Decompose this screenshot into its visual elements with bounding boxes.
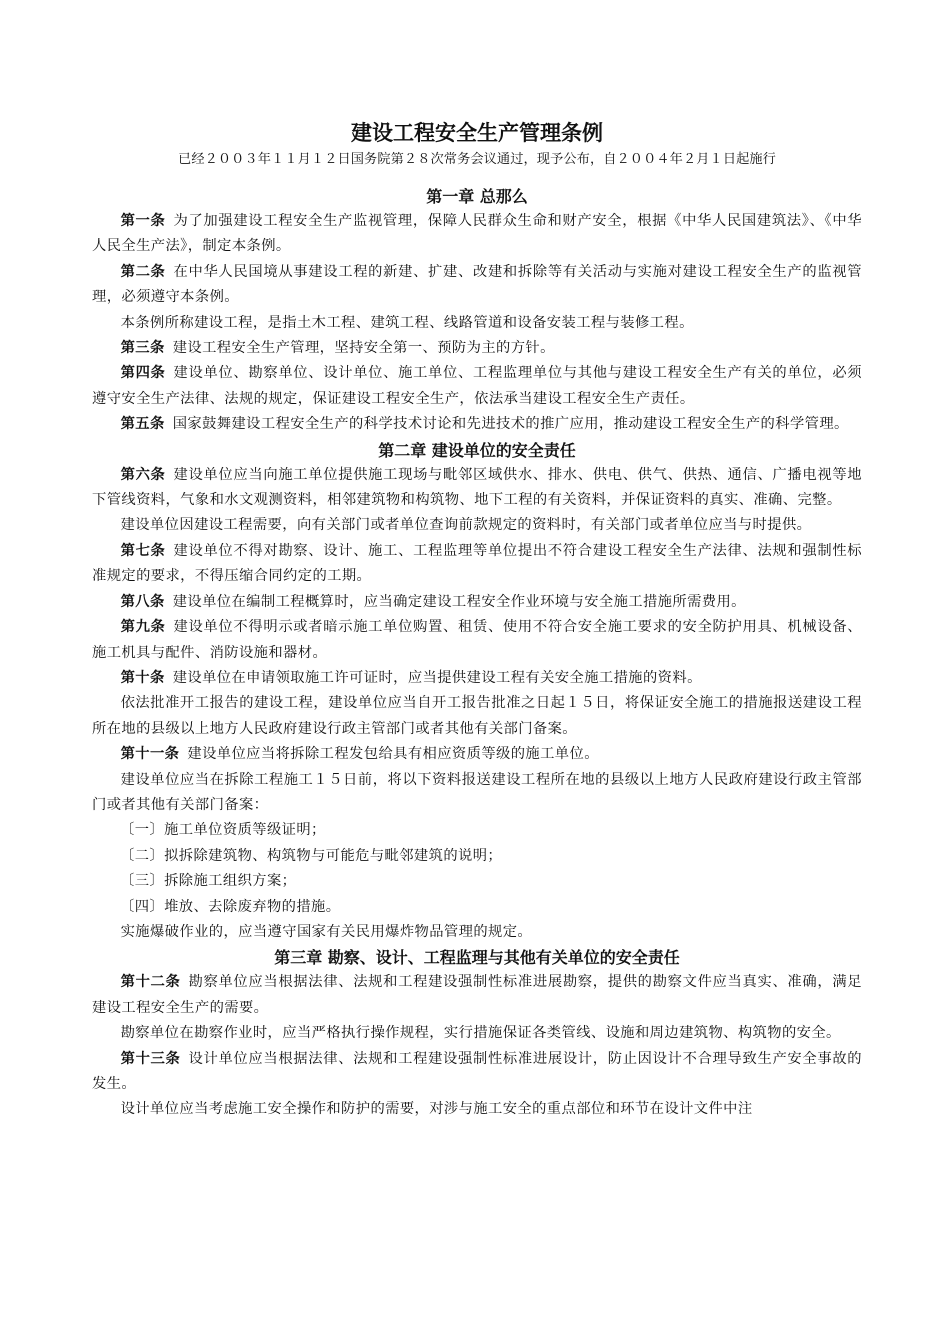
list-item: 〔一〕施工单位资质等级证明； [120,822,326,839]
article-number: 第六条 [120,466,166,483]
article-number: 第八条 [120,593,165,610]
article-text: 建设单位因建设工程需要，向有关部门或者单位查询前款规定的资料时，有关部门或者单位应当与时提供。 [120,517,812,534]
article-text: 勘察单位应当根据法律、法规和工程建设强制性标准进展勘察，提供的勘察文件应当真实、准确，满足建设工程安全生产的需要。 [92,974,863,1016]
article-paragraph [92,311,862,336]
article-text: 设计单位应当根据法律、法规和工程建设强制性标准进展设计，防止因设计不合理导致生产安全事故的发生。 [92,1050,863,1092]
article-text: 建设单位应当在拆除工程施工１５日前，将以下资料报送建设工程所在地的县级以上地方人民政府建设行政主管部门或者其他有关部门备案： [92,771,862,813]
article-paragraph [92,742,862,767]
article-number: 第二条 [120,263,166,280]
article-text: 建设单位在申请领取施工许可证时，应当提供建设工程有关安全施工措施的资料。 [172,669,702,686]
article-paragraph [92,361,862,412]
list-item: 〔四〕堆放、去除废弃物的措施。 [120,898,341,915]
chapters-container [92,184,862,1123]
article-number: 第十条 [120,669,165,686]
article-text: 建设单位不得对勘察、设计、施工、工程监理等单位提出不符合建设工程安全生产法律、法规和强制性标准规定的要求，不得压缩合同约定的工期。 [92,542,862,585]
chapter-section [92,184,862,438]
list-item: 〔三〕拆除施工组织方案； [120,873,297,890]
article-paragraph [92,768,862,819]
article-paragraph [92,615,862,666]
article-paragraph [92,1021,862,1046]
article-number: 第九条 [120,619,166,636]
article-paragraph [92,666,862,691]
article-paragraph [92,1047,862,1098]
chapter-heading: 第二章 建设单位的安全责任 [378,440,576,460]
article-paragraph [92,691,862,742]
article-number: 第五条 [120,416,165,433]
closing-paragraph: 实施爆破作业的，应当遵守国家有关民用爆炸物品管理的规定。 [120,923,533,940]
article-number: 第三条 [120,340,165,357]
article-paragraph [92,412,862,437]
article-text: 建设单位、勘察单位、设计单位、施工单位、工程监理单位与其他与建设工程安全生产有关的单位，必须遵守安全生产法律、法规的规定，保证建设工程安全生产，依法承当建设工程安全生产责任。 [92,365,862,407]
article-number: 第一条 [120,213,166,229]
article-number: 第十三条 [120,1050,181,1067]
article-paragraph [92,463,862,514]
list-item: 〔二〕拟拆除建筑物、构筑物与可能危与毗邻建筑的说明； [120,847,503,864]
chapter-heading: 第一章 总那么 [426,187,528,206]
article-text: 建设单位应当向施工单位提供施工现场与毗邻区域供水、排水、供电、供气、供热、通信、广播电视等地下管线资料，气象和水文观测资料，相邻建筑物和构筑物、地下工程的有关资料，并保证资料的真实、准确、完整。 [92,466,862,509]
chapter-heading: 第三章 勘察、设计、工程监理与其他有关单位的安全责任 [274,948,680,968]
article-text: 依法批准开工报告的建设工程，建设单位应当自开工报告批准之日起１５日，将保证安全施工的措施报送建设工程所在地的县级以上地方人民政府建设行政主管部门或者其他有关部门备案。 [92,695,862,737]
article-paragraph [92,590,862,615]
article-text: 国家鼓舞建设工程安全生产的科学技术讨论和先进技术的推广应用，推动建设工程安全生产的科学管理。 [172,416,849,433]
article-text: 建设单位应当将拆除工程发包给具有相应资质等级的施工单位。 [187,746,599,763]
article-paragraph [92,260,862,311]
article-text: 为了加强建设工程安全生产监视管理，保障人民群众生命和财产安全，根据《中华人民国建筑法》、《中华人民全生产法》，制定本条例。 [92,213,863,255]
article-text: 本条例所称建设工程，是指土木工程、建筑工程、线路管道和设备安装工程与装修工程。 [120,314,694,331]
article-text: 在中华人民国境从事建设工程的新建、扩建、改建和拆除等有关活动与实施对建设工程安全生产的监视管理，必须遵守本条例。 [92,263,862,306]
article-paragraph [92,1097,862,1122]
article-paragraph [92,209,862,260]
article-number: 第四条 [120,365,166,382]
article-paragraph [92,336,862,361]
chapter-section [92,438,862,946]
document-subtitle: 已经２００３年１１月１２日国务院第２８次常务会议通过，现予公布，自２００４年２月１日起施行 [178,152,776,167]
article-text: 设计单位应当考虑施工安全操作和防护的需要，对涉与施工安全的重点部位和环节在设计文件中注 [120,1101,753,1118]
article-paragraph [92,539,862,590]
chapter-section [92,945,862,1122]
article-text: 建设工程安全生产管理，坚持安全第一、预防为主的方针。 [172,340,555,357]
article-text: 勘察单位在勘察作业时，应当严格执行操作规程，实行措施保证各类管线、设施和周边建筑物、构筑物的安全。 [120,1025,841,1042]
article-paragraph [92,970,862,1021]
article-text: 建设单位在编制工程概算时，应当确定建设工程安全作业环境与安全施工措施所需费用。 [172,593,746,610]
article-text: 建设单位不得明示或者暗示施工单位购置、租赁、使用不符合安全施工要求的安全防护用具、机械设备、施工机具与配件、消防设施和器材。 [92,619,862,661]
article-paragraph [92,513,862,538]
article-number: 第七条 [120,542,166,559]
article-number: 第十一条 [120,746,180,763]
document-title: 建设工程安全生产管理条例 [351,120,603,145]
document-page [92,118,862,1123]
article-number: 第十二条 [120,974,181,991]
